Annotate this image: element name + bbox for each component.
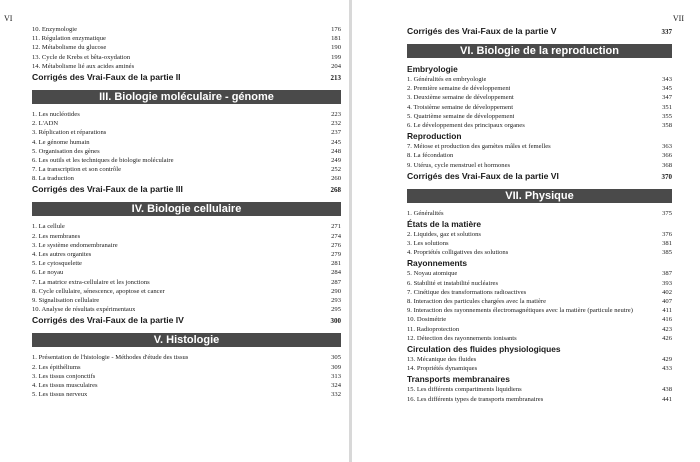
section-heading: Embryologie bbox=[407, 64, 458, 74]
toc-entry[interactable]: 4. Troisième semaine de développement 351 bbox=[407, 103, 672, 111]
toc-entry[interactable]: 2. Liquides, gaz et solutions 376 bbox=[407, 230, 672, 238]
toc-entry[interactable]: 1. Présentation de l'histologie - Méthodes d'étude des tissus 305 bbox=[32, 354, 341, 362]
toc-entry[interactable]: 1. Généralités en embryologie 343 bbox=[407, 76, 672, 83]
toc-entry[interactable]: 10. Analyse de résultats expérimentaux 295 bbox=[32, 306, 341, 314]
corriges-entry[interactable]: Corrigés des Vrai-Faux de la partie III 268 bbox=[32, 184, 341, 195]
toc-entry[interactable]: 5. Quatrième semaine de développement 355 bbox=[407, 112, 672, 120]
toc-entry[interactable]: 3. Les tissus conjonctifs 313 bbox=[32, 372, 341, 380]
toc-entry[interactable]: 10. Enzymologie 176 bbox=[32, 26, 341, 33]
toc-entry[interactable]: 13. Mécanique des fluides 429 bbox=[407, 355, 672, 363]
toc-entry[interactable]: 10. Dosimétrie 416 bbox=[407, 316, 672, 324]
toc-entry[interactable]: 11. Régulation enzymatique 181 bbox=[32, 35, 341, 43]
section-heading: Transports membranaires bbox=[407, 374, 510, 385]
toc-entry[interactable]: 6. Stabilité et instabilité nucléaires 393 bbox=[407, 279, 672, 287]
toc-entry[interactable]: 4. Les tissus musculaires 324 bbox=[32, 381, 341, 389]
part-heading: V. Histologie bbox=[32, 333, 341, 347]
toc-entry[interactable]: 8. Interaction des particules chargées avec la matière 407 bbox=[407, 298, 672, 305]
toc-entry[interactable]: 7. Cinétique des transformations radioactives 402 bbox=[407, 288, 672, 296]
toc-entry[interactable]: 7. La transcription et son contrôle 252 bbox=[32, 166, 341, 174]
toc-entry[interactable]: 8. Cycle cellulaire, sénescence, apoptose et cancer 290 bbox=[32, 287, 341, 295]
toc-entry[interactable]: 2. L'ADN 232 bbox=[32, 120, 341, 128]
toc-entry[interactable]: 16. Les différents types de transports membranaires 441 bbox=[407, 395, 672, 403]
toc-entry[interactable]: 5. Noyau atomique 387 bbox=[407, 270, 672, 278]
corriges-entry[interactable]: Corrigés des Vrai-Faux de la partie IV 300 bbox=[32, 315, 341, 326]
corriges-entry[interactable]: Corrigés des Vrai-Faux de la partie II 213 bbox=[32, 71, 341, 82]
section-heading: Rayonnements bbox=[407, 258, 468, 269]
part-heading: VII. Physique bbox=[407, 189, 672, 203]
toc-entry[interactable]: 1. Généralités 375 bbox=[407, 209, 672, 217]
part-heading: III. Biologie moléculaire - génome bbox=[32, 90, 341, 104]
toc-entry[interactable]: 15. Les différents compartiments liquidiens 438 bbox=[407, 386, 672, 394]
toc-entry[interactable]: 2. Les membranes 274 bbox=[32, 232, 341, 240]
toc-entry[interactable]: 2. Les épithéliums 309 bbox=[32, 363, 341, 371]
toc-entry[interactable]: 13. Cycle de Krebs et bêta-oxydation 199 bbox=[32, 53, 341, 61]
toc-entry[interactable]: 3. Les solutions 381 bbox=[407, 240, 672, 248]
toc-entry[interactable]: 8. La traduction 260 bbox=[32, 175, 341, 183]
part-heading: VI. Biologie de la reproduction bbox=[407, 44, 672, 58]
toc-entry[interactable]: 9. Signalisation cellulaire 293 bbox=[32, 296, 341, 304]
toc-entry[interactable]: 5. Les tissus nerveux 332 bbox=[32, 391, 341, 399]
toc-entry[interactable]: 5. Organisation des gènes 248 bbox=[32, 147, 341, 155]
section-heading: États de la matière bbox=[407, 218, 482, 229]
page-number: VI bbox=[4, 14, 13, 23]
toc-entry[interactable]: 6. Le développement des principaux organes 358 bbox=[407, 121, 672, 129]
page-number: VII bbox=[672, 14, 684, 23]
section-heading: Circulation des fluides physiologiques bbox=[407, 343, 561, 354]
toc-entry[interactable]: 3. Deuxième semaine de développement 347 bbox=[407, 94, 672, 102]
toc-entry[interactable]: 6. Les outils et les techniques de biologie moléculaire 249 bbox=[32, 156, 341, 164]
right-page bbox=[352, 0, 700, 462]
toc-entry[interactable]: 12. Métabolisme du glucose 190 bbox=[32, 44, 341, 52]
toc-entry[interactable]: 7. La matrice extra-cellulaire et les jonctions 287 bbox=[32, 278, 341, 286]
toc-entry[interactable]: 4. Propriétés colligatives des solutions 385 bbox=[407, 249, 672, 257]
section-heading: Reproduction bbox=[407, 131, 462, 142]
toc-entry[interactable]: 5. Le cytosquelette 281 bbox=[32, 260, 341, 268]
toc-entry[interactable]: 9. Interaction des rayonnements électromagnétiques avec la matière (particule neutre) 411 bbox=[407, 307, 672, 315]
toc-entry[interactable]: 1. La cellule 271 bbox=[32, 223, 341, 231]
corriges-entry[interactable]: Corrigés des Vrai-Faux de la partie V 337 bbox=[407, 26, 672, 36]
toc-entry[interactable]: 12. Détection des rayonnements ionisants 426 bbox=[407, 334, 672, 342]
toc-entry[interactable]: 6. Le noyau 284 bbox=[32, 269, 341, 277]
toc-entry[interactable]: 1. Les nucléotides 223 bbox=[32, 110, 341, 118]
toc-entry[interactable]: 3. Le système endomembranaire 276 bbox=[32, 241, 341, 249]
toc-entry[interactable]: 11. Radioprotection 423 bbox=[407, 325, 672, 333]
toc-entry[interactable]: 2. Première semaine de développement 345 bbox=[407, 85, 672, 93]
toc-entry[interactable]: 14. Métabolisme lié aux acides aminés 204 bbox=[32, 62, 341, 70]
toc-entry[interactable]: 7. Méiose et production des gamètes mâles et femelles 363 bbox=[407, 143, 672, 151]
toc-entry[interactable]: 4. Les autres organites 279 bbox=[32, 251, 341, 258]
part-heading: IV. Biologie cellulaire bbox=[32, 202, 341, 216]
toc-entry[interactable]: 9. Utérus, cycle menstruel et hormones 368 bbox=[407, 161, 672, 169]
corriges-entry[interactable]: Corrigés des Vrai-Faux de la partie VI 370 bbox=[407, 170, 672, 181]
toc-entry[interactable]: 14. Propriétés dynamiques 433 bbox=[407, 365, 672, 373]
toc-entry[interactable]: 4. Le génome humain 245 bbox=[32, 138, 341, 146]
toc-entry[interactable]: 8. La fécondation 366 bbox=[407, 152, 672, 160]
toc-entry[interactable]: 3. Réplication et réparations 237 bbox=[32, 129, 341, 137]
